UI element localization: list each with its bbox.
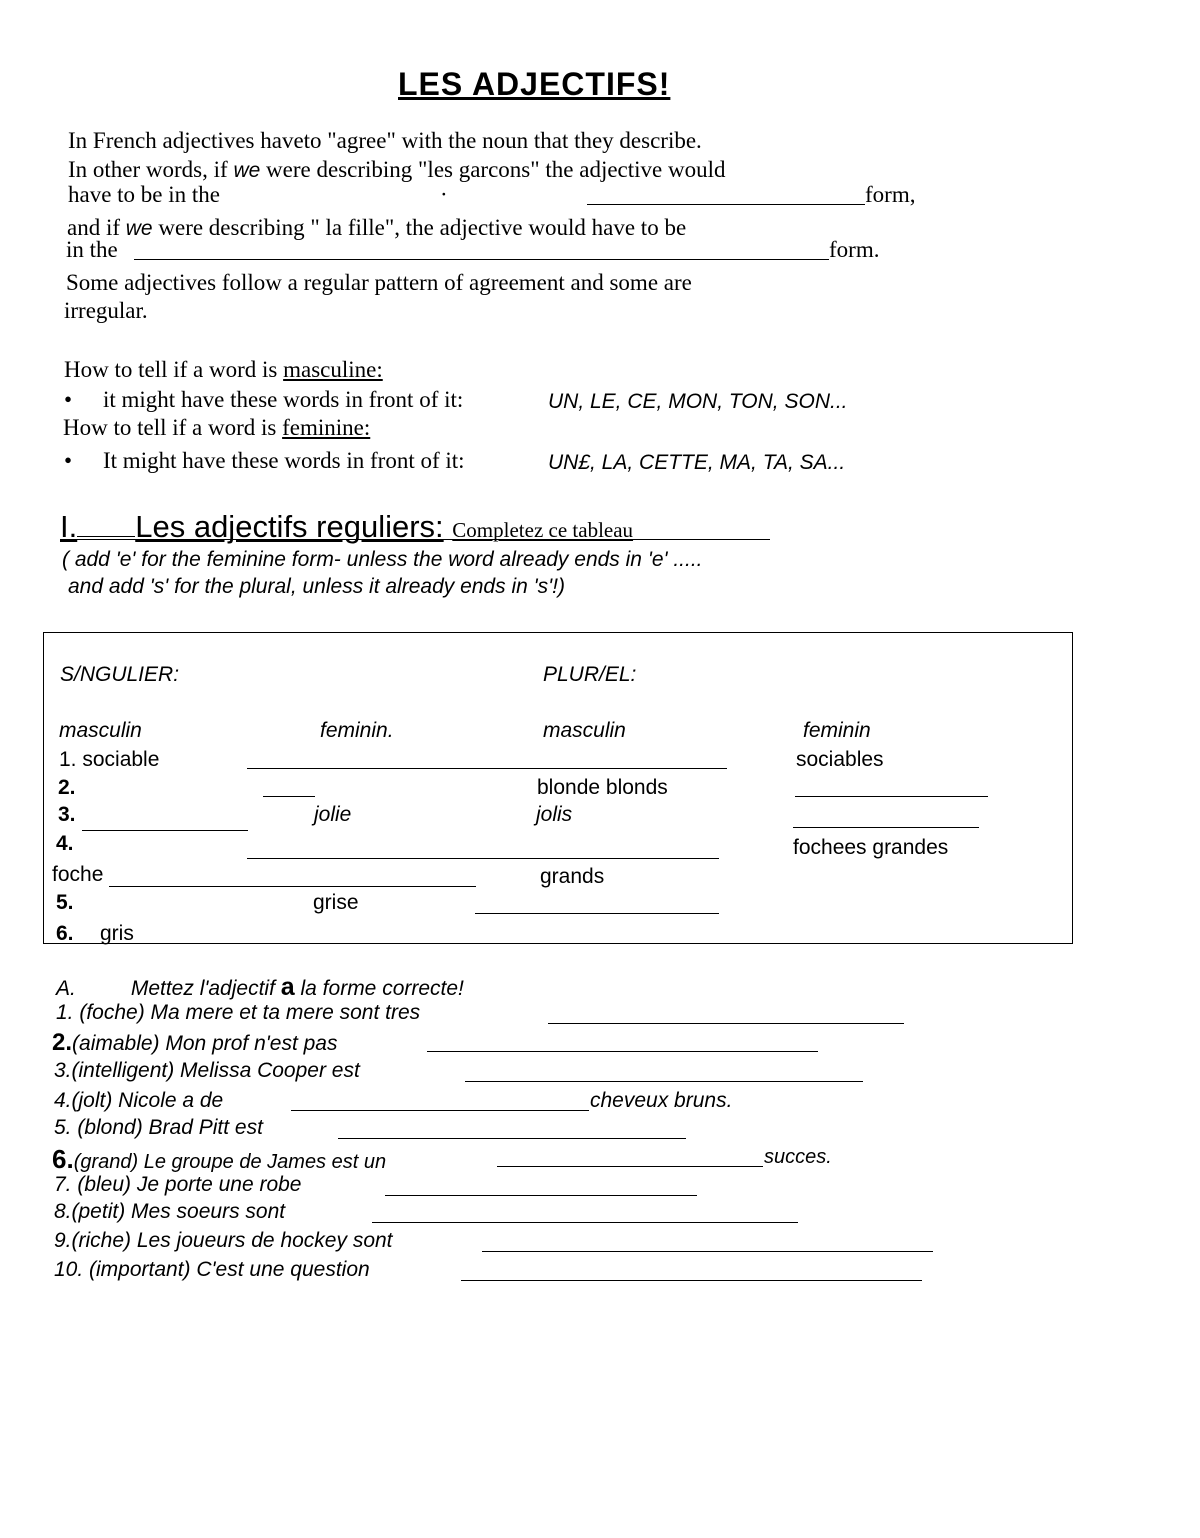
exercise-instruction-end: la forme correcte! [294, 977, 464, 1000]
exercise-q2-blank[interactable] [427, 1051, 818, 1052]
exercise-q5: 5. (blond) Brad Pitt est [54, 1116, 263, 1139]
col-feminin-plural: feminin [803, 719, 871, 742]
form-label-2: form. [829, 237, 880, 262]
row2-blank-fem-plural[interactable] [795, 796, 988, 797]
row1-label: 1. sociable [59, 748, 160, 771]
row1-blank[interactable] [247, 768, 727, 769]
row3-masc-plural: jolis [536, 803, 573, 826]
intro-line-1: In French adjectives haveto "agree" with the noun that they describe. [68, 128, 702, 153]
exercise-instruction: Mettez l'adjectif [130, 977, 275, 1000]
exercise-label: A. [56, 977, 76, 1000]
section-note-1: ( add 'e' for the feminine form- unless the word already ends in 'e' ..... [62, 548, 703, 571]
page-title: LES ADJECTIFS! [398, 66, 671, 102]
masculine-tip-heading [64, 357, 383, 383]
exercise-q7: 7. (bleu) Je porte une robe [54, 1173, 302, 1196]
row2-masc-plural: blonde blonds [537, 776, 668, 799]
masculine-bullet-text: it might have these words in front of it: [103, 387, 464, 412]
table-pluriel-label: PLUR/EL: [543, 663, 637, 686]
exercise-q6-num: 6. [52, 1144, 74, 1174]
masculine-tip-prefix: How to tell if a word is [64, 357, 284, 382]
row5-fem-singular: grise [313, 891, 359, 914]
table-singulier-label: S/NGULIER: [60, 663, 180, 686]
feminine-bullet: • [64, 448, 73, 473]
exercise-q8: 8.(petit) Mes soeurs sont [54, 1200, 286, 1223]
col-masculin-singular: masculin [59, 719, 142, 742]
row4-fem-plural: fochees grandes [793, 836, 949, 859]
exercise-q2 [52, 1029, 337, 1057]
exercise-q4-end: cheveux bruns. [590, 1089, 733, 1112]
feminine-tip-heading [63, 415, 370, 441]
intro-we-1: we [233, 159, 261, 182]
row3-blank-masc[interactable] [82, 830, 248, 831]
row6-label: 6. [56, 922, 74, 945]
row2-label: 2. [58, 776, 76, 799]
exercise-q1: 1. (foche) Ma mere et ta mere sont tres [56, 1001, 421, 1024]
exercise-q4: 4.(jolt) Nicole a de [54, 1089, 224, 1112]
section-underline [60, 539, 770, 540]
intro-dot: · [440, 182, 448, 207]
row4b-masc-plural: grands [540, 865, 605, 888]
exercise-q6-text: (grand) Le groupe de James est un [73, 1151, 387, 1173]
masculine-plural-blank[interactable] [587, 204, 865, 205]
section-title: Les adjectifs reguliers: [135, 509, 444, 544]
exercise-q9: 9.(riche) Les joueurs de hockey sont [54, 1229, 393, 1252]
exercise-q6-blank[interactable] [497, 1166, 763, 1167]
masculine-bullet: • [64, 387, 73, 412]
exercise-q1-blank[interactable] [548, 1023, 904, 1024]
exercise-q5-blank[interactable] [338, 1138, 686, 1139]
row3-label: 3. [58, 803, 76, 826]
exercise-q3: 3.(intelligent) Melissa Cooper est [54, 1059, 360, 1082]
exercise-q2-num: 2. [52, 1029, 73, 1056]
intro-line-4-start: and if [67, 215, 121, 240]
exercise-heading [56, 973, 464, 1002]
intro-line-5: in the [66, 237, 118, 262]
section-numeral: I. [60, 509, 78, 544]
feminine-form-blank[interactable] [134, 259, 829, 260]
section-subtitle: Completez ce tableau [452, 518, 634, 542]
row6-masc-singular: gris [100, 922, 134, 945]
row4b-blank[interactable] [109, 886, 476, 887]
exercise-q10-blank[interactable] [461, 1280, 922, 1281]
exercise-q9-blank[interactable] [482, 1251, 933, 1252]
exercise-a-letter: a [280, 973, 295, 1001]
col-feminin-singular: feminin. [320, 719, 394, 742]
feminine-examples: UN£, LA, CETTE, MA, TA, SA... [548, 451, 846, 474]
feminine-word: feminine: [282, 415, 371, 440]
exercise-q6-end: succes. [764, 1146, 832, 1168]
form-label-1: form, [865, 182, 916, 207]
intro-line-2-end: were describing "les garcons" the adjective would [266, 157, 726, 182]
row4-blank[interactable] [247, 858, 719, 859]
section-note-2: and add 's' for the plural, unless it already ends in 's'!) [68, 575, 565, 598]
section-heading-rule [77, 505, 135, 537]
row2-blank-fem[interactable] [263, 796, 315, 797]
exercise-q8-blank[interactable] [372, 1222, 798, 1223]
intro-line-4 [67, 215, 686, 241]
intro-line-4-end: were describing " la fille", the adjective would have to be [158, 215, 687, 240]
exercise-q6 [52, 1144, 386, 1175]
intro-line-3: have to be in the [68, 182, 221, 207]
exercise-q7-blank[interactable] [385, 1195, 697, 1196]
intro-line-2-start: In other words, if [68, 157, 228, 182]
row5-blank[interactable] [475, 913, 719, 914]
row5-label: 5. [56, 891, 74, 914]
intro-line-6: Some adjectives follow a regular pattern of agreement and some are [66, 270, 692, 295]
intro-line-7: irregular. [64, 298, 148, 323]
exercise-q2-text: (aimable) Mon prof n'est pas [72, 1032, 338, 1055]
row4b-masc-singular: foche [52, 863, 104, 886]
exercise-q4-blank[interactable] [291, 1110, 589, 1111]
col-masculin-plural: masculin [543, 719, 626, 742]
exercise-q10: 10. (important) C'est une question [54, 1258, 370, 1281]
row1-fem-plural: sociables [796, 748, 884, 771]
masculine-examples: UN, LE, CE, MON, TON, SON... [548, 390, 848, 413]
row4-label: 4. [56, 832, 74, 855]
row3-fem-singular: jolie [314, 803, 352, 826]
feminine-tip-prefix: How to tell if a word is [63, 415, 283, 440]
intro-we-2: we [125, 217, 153, 240]
exercise-q3-blank[interactable] [465, 1081, 863, 1082]
row3-blank-fem-plural[interactable] [793, 827, 979, 828]
feminine-bullet-text: It might have these words in front of it: [103, 448, 465, 473]
masculine-word: masculine: [283, 357, 383, 382]
intro-line-2 [68, 157, 726, 183]
